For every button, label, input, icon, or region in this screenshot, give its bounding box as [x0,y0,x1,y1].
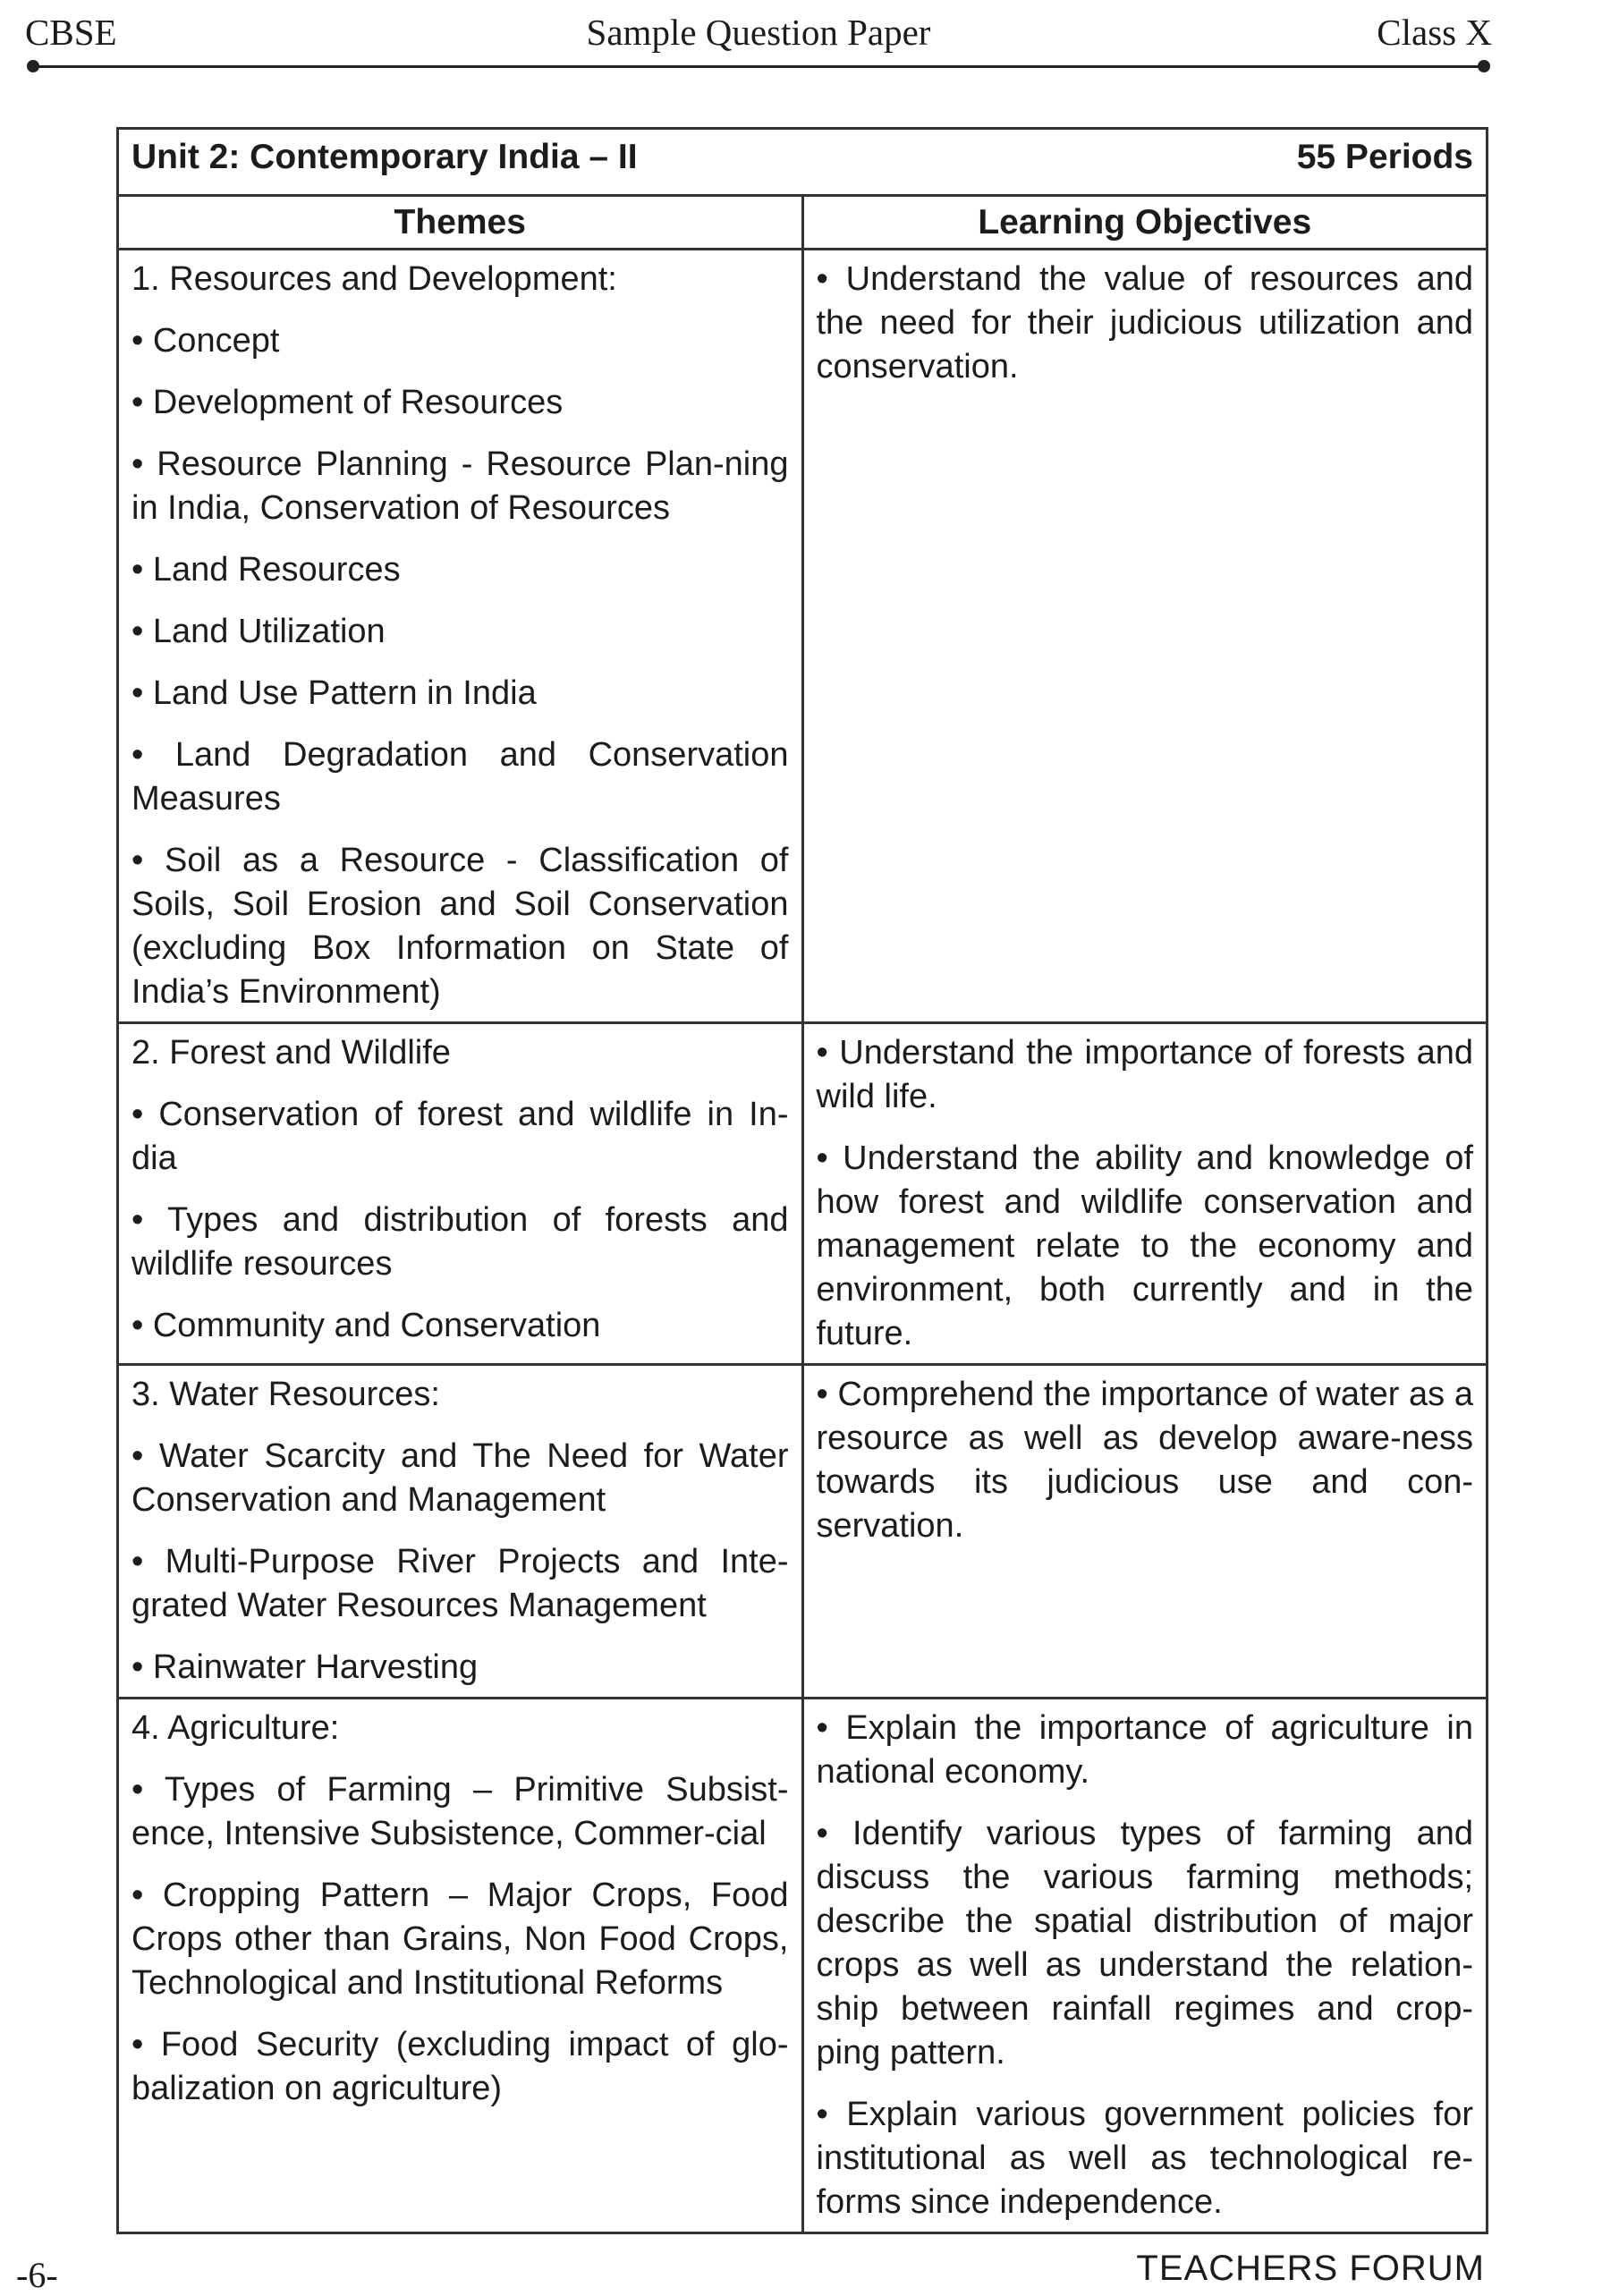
objective-item: • Identify various types of farming and discuss the various farming methods; describe the spatial distribution of major crops as well as understand the relation-ship between rainfall regimes and crop-ping pattern. [816,1815,1473,2071]
unit-row [118,129,1488,196]
objective-item: • Explain the importance of agriculture in national economy. [816,1709,1473,1791]
themes-column-header: Themes [118,196,803,250]
table-row [118,1023,1488,1365]
theme-item: • Development of Resources [131,384,564,421]
theme-item: • Types of Farming – Primitive Subsist-ence, Intensive Subsistence, Commer-cial [131,1771,789,1852]
header-rule [32,65,1485,68]
theme-title: 3. Water Resources: [131,1376,440,1413]
objective-item: • Understand the ability and knowledge of how forest and wildlife conservation and management relate to the economy and environment, both currently and in the future. [816,1140,1473,1352]
theme-item: • Soil as a Resource - Classification of Soils, Soil Erosion and Soil Conservation (excluding Box Information on State of India’s Environment) [131,842,789,1011]
theme-item: • Rainwater Harvesting [131,1648,479,1686]
objectives-cell [802,1699,1488,2233]
page-number: -6- [16,2255,58,2295]
theme-item: • Cropping Pattern – Major Crops, Food Crops other than Grains, Non Food Crops, Technological and Institutional Reforms [131,1877,789,2002]
theme-title: 4. Agriculture: [131,1709,340,1747]
objective-item: • Comprehend the importance of water as a resource as well as develop aware-ness towards its judicious use and con-servation. [816,1376,1473,1545]
theme-item: • Resource Planning - Resource Plan-ning in India, Conservation of Resources [131,445,789,527]
header-paper-title: Sample Question Paper [586,12,931,53]
theme-item: • Conservation of forest and wildlife in In-dia [131,1096,789,1177]
header-class: Class X [1377,12,1492,53]
unit-periods: 55 Periods [1296,138,1473,176]
objective-item: • Understand the value of resources and the need for their judicious utilization and conservation. [816,260,1473,385]
column-header-row [118,196,1488,250]
theme-item: • Multi-Purpose River Projects and Inte-grated Water Resources Management [131,1543,789,1624]
theme-item: • Land Use Pattern in India [131,674,537,712]
header-board: CBSE [25,12,117,53]
objectives-cell [802,1365,1488,1699]
page-header [25,0,1492,72]
theme-item: • Concept [131,322,280,360]
theme-title: 2. Forest and Wildlife [131,1034,451,1072]
theme-item: • Land Utilization [131,613,386,650]
unit-title: Unit 2: Contemporary India – II [131,138,638,176]
theme-item: • Community and Conservation [131,1307,601,1344]
table-row [118,1365,1488,1699]
objectives-cell [802,250,1488,1023]
table-row [118,250,1488,1023]
table-row [118,1699,1488,2233]
theme-item: • Food Security (excluding impact of glo-balization on agriculture) [131,2026,789,2107]
themes-cell [118,1023,803,1365]
objective-item: • Explain various government policies for institutional as well as technological re-forms since independence. [816,2096,1473,2221]
header-rule-dot-right [1478,60,1490,72]
objectives-cell [802,1023,1488,1365]
unit-header-cell [118,129,1488,196]
themes-cell [118,250,803,1023]
themes-cell [118,1365,803,1699]
themes-cell [118,1699,803,2233]
theme-item: • Types and distribution of forests and wildlife resources [131,1201,789,1283]
theme-item: • Land Degradation and Conservation Measures [131,736,789,818]
theme-item: • Water Scarcity and The Need for Water Conservation and Management [131,1437,789,1519]
syllabus-table [116,127,1488,2234]
publisher-name: TEACHERS FORUM [1136,2249,1485,2288]
objectives-column-header: Learning Objectives [802,196,1488,250]
header-rule-dot-left [27,60,39,72]
objective-item: • Understand the importance of forests and wild life. [816,1034,1473,1115]
theme-item: • Land Resources [131,551,401,589]
theme-title: 1. Resources and Development: [131,260,617,298]
